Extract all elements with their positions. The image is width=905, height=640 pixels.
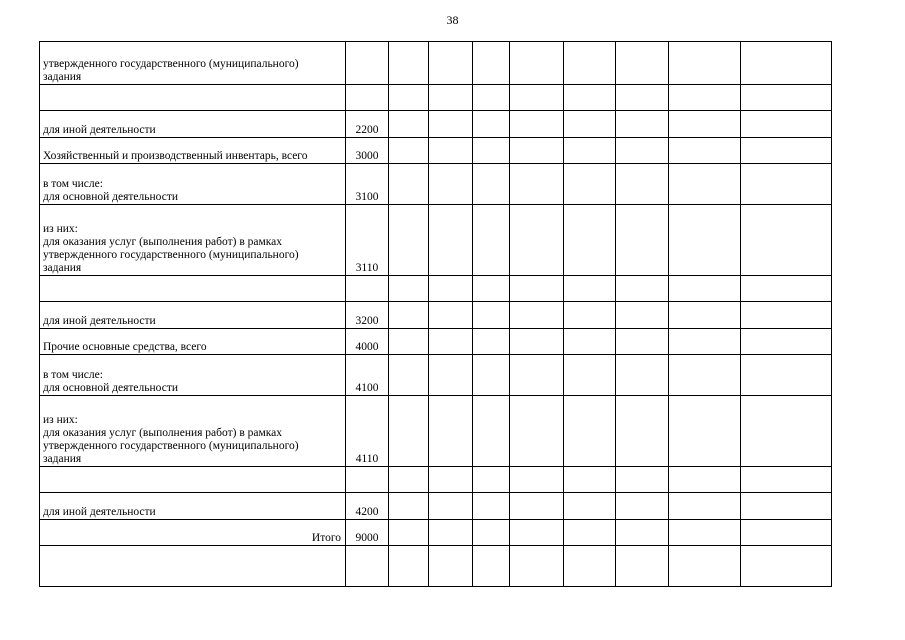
- value-cell: [669, 467, 741, 493]
- table-row: [40, 329, 832, 355]
- value-cell: [429, 42, 473, 85]
- row-label: [40, 42, 346, 85]
- value-cell: [741, 546, 832, 587]
- row-label: [40, 396, 346, 467]
- value-cell: [741, 138, 832, 164]
- value-cell: [564, 276, 616, 302]
- value-cell: [389, 138, 429, 164]
- row-label-text: Прочие основные средства, всего: [43, 341, 207, 353]
- row-code: 4100: [346, 355, 389, 396]
- value-cell: [389, 205, 429, 276]
- row-label-text: для иной деятельности: [43, 315, 156, 327]
- value-cell: [616, 205, 669, 276]
- value-cell: [564, 205, 616, 276]
- table-row: [40, 302, 832, 329]
- value-cell: [389, 329, 429, 355]
- value-cell: [616, 546, 669, 587]
- value-cell: [389, 111, 429, 138]
- value-cell: [616, 355, 669, 396]
- value-cell: [616, 276, 669, 302]
- table-row: [40, 205, 832, 276]
- value-cell: [564, 329, 616, 355]
- value-cell: [564, 138, 616, 164]
- value-cell: [389, 520, 429, 546]
- value-cell: [473, 138, 510, 164]
- value-cell: [616, 396, 669, 467]
- value-cell: [669, 302, 741, 329]
- value-cell: [510, 42, 564, 85]
- value-cell: [564, 85, 616, 111]
- value-cell: [473, 546, 510, 587]
- row-code: [346, 546, 389, 587]
- row-code: 4110: [346, 396, 389, 467]
- table-row: [40, 467, 832, 493]
- value-cell: [616, 42, 669, 85]
- table-row: [40, 276, 832, 302]
- value-cell: [669, 355, 741, 396]
- table-row: [40, 111, 832, 138]
- value-cell: [473, 302, 510, 329]
- row-code: 3100: [346, 164, 389, 205]
- table-row: [40, 42, 832, 85]
- value-cell: [741, 355, 832, 396]
- value-cell: [741, 467, 832, 493]
- value-cell: [473, 493, 510, 520]
- table-row: [40, 520, 832, 546]
- value-cell: [510, 329, 564, 355]
- value-cell: [669, 520, 741, 546]
- value-cell: [510, 520, 564, 546]
- row-code: [346, 85, 389, 111]
- value-cell: [389, 546, 429, 587]
- value-cell: [564, 546, 616, 587]
- row-label: [40, 164, 346, 205]
- value-cell: [473, 276, 510, 302]
- value-cell: [616, 493, 669, 520]
- row-code: [346, 467, 389, 493]
- value-cell: [741, 111, 832, 138]
- table-row: [40, 138, 832, 164]
- value-cell: [429, 355, 473, 396]
- row-label: [40, 138, 346, 164]
- row-label-text: в том числе: для основной деятельности: [43, 369, 178, 394]
- value-cell: [473, 329, 510, 355]
- table-row: [40, 396, 832, 467]
- value-cell: [473, 42, 510, 85]
- row-label: [40, 85, 346, 111]
- value-cell: [389, 493, 429, 520]
- row-label-text: для иной деятельности: [43, 506, 156, 518]
- row-label: [40, 355, 346, 396]
- row-label-text: Итого: [311, 532, 341, 544]
- value-cell: [429, 467, 473, 493]
- value-cell: [473, 467, 510, 493]
- value-cell: [510, 355, 564, 396]
- value-cell: [510, 111, 564, 138]
- row-label-text: из них: для оказания услуг (выполнения работ) в рамках утвержденного государственного (муниципального) задания: [43, 414, 299, 465]
- value-cell: [510, 396, 564, 467]
- value-cell: [429, 138, 473, 164]
- value-cell: [616, 138, 669, 164]
- value-cell: [510, 546, 564, 587]
- table-row: [40, 355, 832, 396]
- value-cell: [564, 302, 616, 329]
- row-code: 3000: [346, 138, 389, 164]
- row-code: [346, 276, 389, 302]
- value-cell: [741, 85, 832, 111]
- value-cell: [429, 396, 473, 467]
- value-cell: [616, 164, 669, 205]
- table-row: [40, 85, 832, 111]
- report-table: [39, 41, 832, 587]
- value-cell: [429, 546, 473, 587]
- value-cell: [616, 85, 669, 111]
- row-label-text: из них: для оказания услуг (выполнения работ) в рамках утвержденного государственного (муниципального) задания: [43, 223, 299, 274]
- value-cell: [741, 396, 832, 467]
- value-cell: [741, 164, 832, 205]
- value-cell: [669, 42, 741, 85]
- row-code: 4000: [346, 329, 389, 355]
- row-label: [40, 520, 346, 546]
- value-cell: [429, 520, 473, 546]
- row-label-text: утвержденного государственного (муниципального) задания: [43, 58, 299, 83]
- row-label-text: в том числе: для основной деятельности: [43, 178, 178, 203]
- row-label: [40, 111, 346, 138]
- row-label: [40, 467, 346, 493]
- value-cell: [564, 467, 616, 493]
- row-label-text: для иной деятельности: [43, 124, 156, 136]
- value-cell: [510, 85, 564, 111]
- value-cell: [510, 493, 564, 520]
- value-cell: [429, 493, 473, 520]
- value-cell: [473, 520, 510, 546]
- value-cell: [616, 467, 669, 493]
- value-cell: [473, 164, 510, 205]
- value-cell: [429, 205, 473, 276]
- value-cell: [564, 111, 616, 138]
- value-cell: [616, 111, 669, 138]
- value-cell: [389, 467, 429, 493]
- value-cell: [564, 164, 616, 205]
- value-cell: [429, 329, 473, 355]
- table-row: [40, 493, 832, 520]
- value-cell: [510, 164, 564, 205]
- value-cell: [389, 85, 429, 111]
- value-cell: [669, 396, 741, 467]
- table-row: [40, 164, 832, 205]
- value-cell: [473, 355, 510, 396]
- value-cell: [564, 493, 616, 520]
- value-cell: [564, 520, 616, 546]
- value-cell: [741, 205, 832, 276]
- value-cell: [429, 276, 473, 302]
- value-cell: [473, 85, 510, 111]
- value-cell: [616, 520, 669, 546]
- value-cell: [669, 205, 741, 276]
- value-cell: [473, 396, 510, 467]
- value-cell: [669, 85, 741, 111]
- value-cell: [741, 42, 832, 85]
- value-cell: [429, 164, 473, 205]
- value-cell: [389, 396, 429, 467]
- value-cell: [669, 138, 741, 164]
- row-code: 4200: [346, 493, 389, 520]
- value-cell: [564, 42, 616, 85]
- value-cell: [389, 355, 429, 396]
- value-cell: [510, 276, 564, 302]
- row-label: [40, 276, 346, 302]
- value-cell: [429, 111, 473, 138]
- value-cell: [564, 355, 616, 396]
- value-cell: [389, 42, 429, 85]
- value-cell: [669, 493, 741, 520]
- value-cell: [741, 520, 832, 546]
- value-cell: [669, 546, 741, 587]
- row-label: [40, 205, 346, 276]
- table-row: [40, 546, 832, 587]
- value-cell: [429, 85, 473, 111]
- value-cell: [510, 205, 564, 276]
- value-cell: [741, 329, 832, 355]
- value-cell: [564, 396, 616, 467]
- row-code: [346, 42, 389, 85]
- value-cell: [510, 138, 564, 164]
- row-label-text: Хозяйственный и производственный инвентарь, всего: [43, 150, 308, 162]
- value-cell: [389, 276, 429, 302]
- value-cell: [389, 164, 429, 205]
- value-cell: [669, 329, 741, 355]
- value-cell: [669, 111, 741, 138]
- value-cell: [429, 302, 473, 329]
- row-code: 3200: [346, 302, 389, 329]
- value-cell: [473, 111, 510, 138]
- value-cell: [616, 329, 669, 355]
- row-code: 9000: [346, 520, 389, 546]
- value-cell: [741, 302, 832, 329]
- row-code: 2200: [346, 111, 389, 138]
- row-label: [40, 546, 346, 587]
- value-cell: [616, 302, 669, 329]
- row-label: [40, 329, 346, 355]
- row-label: [40, 302, 346, 329]
- value-cell: [741, 276, 832, 302]
- value-cell: [510, 302, 564, 329]
- value-cell: [473, 205, 510, 276]
- row-label: [40, 493, 346, 520]
- value-cell: [510, 467, 564, 493]
- row-code: 3110: [346, 205, 389, 276]
- page-number: 38: [446, 13, 459, 27]
- value-cell: [669, 164, 741, 205]
- value-cell: [669, 276, 741, 302]
- value-cell: [389, 302, 429, 329]
- value-cell: [741, 493, 832, 520]
